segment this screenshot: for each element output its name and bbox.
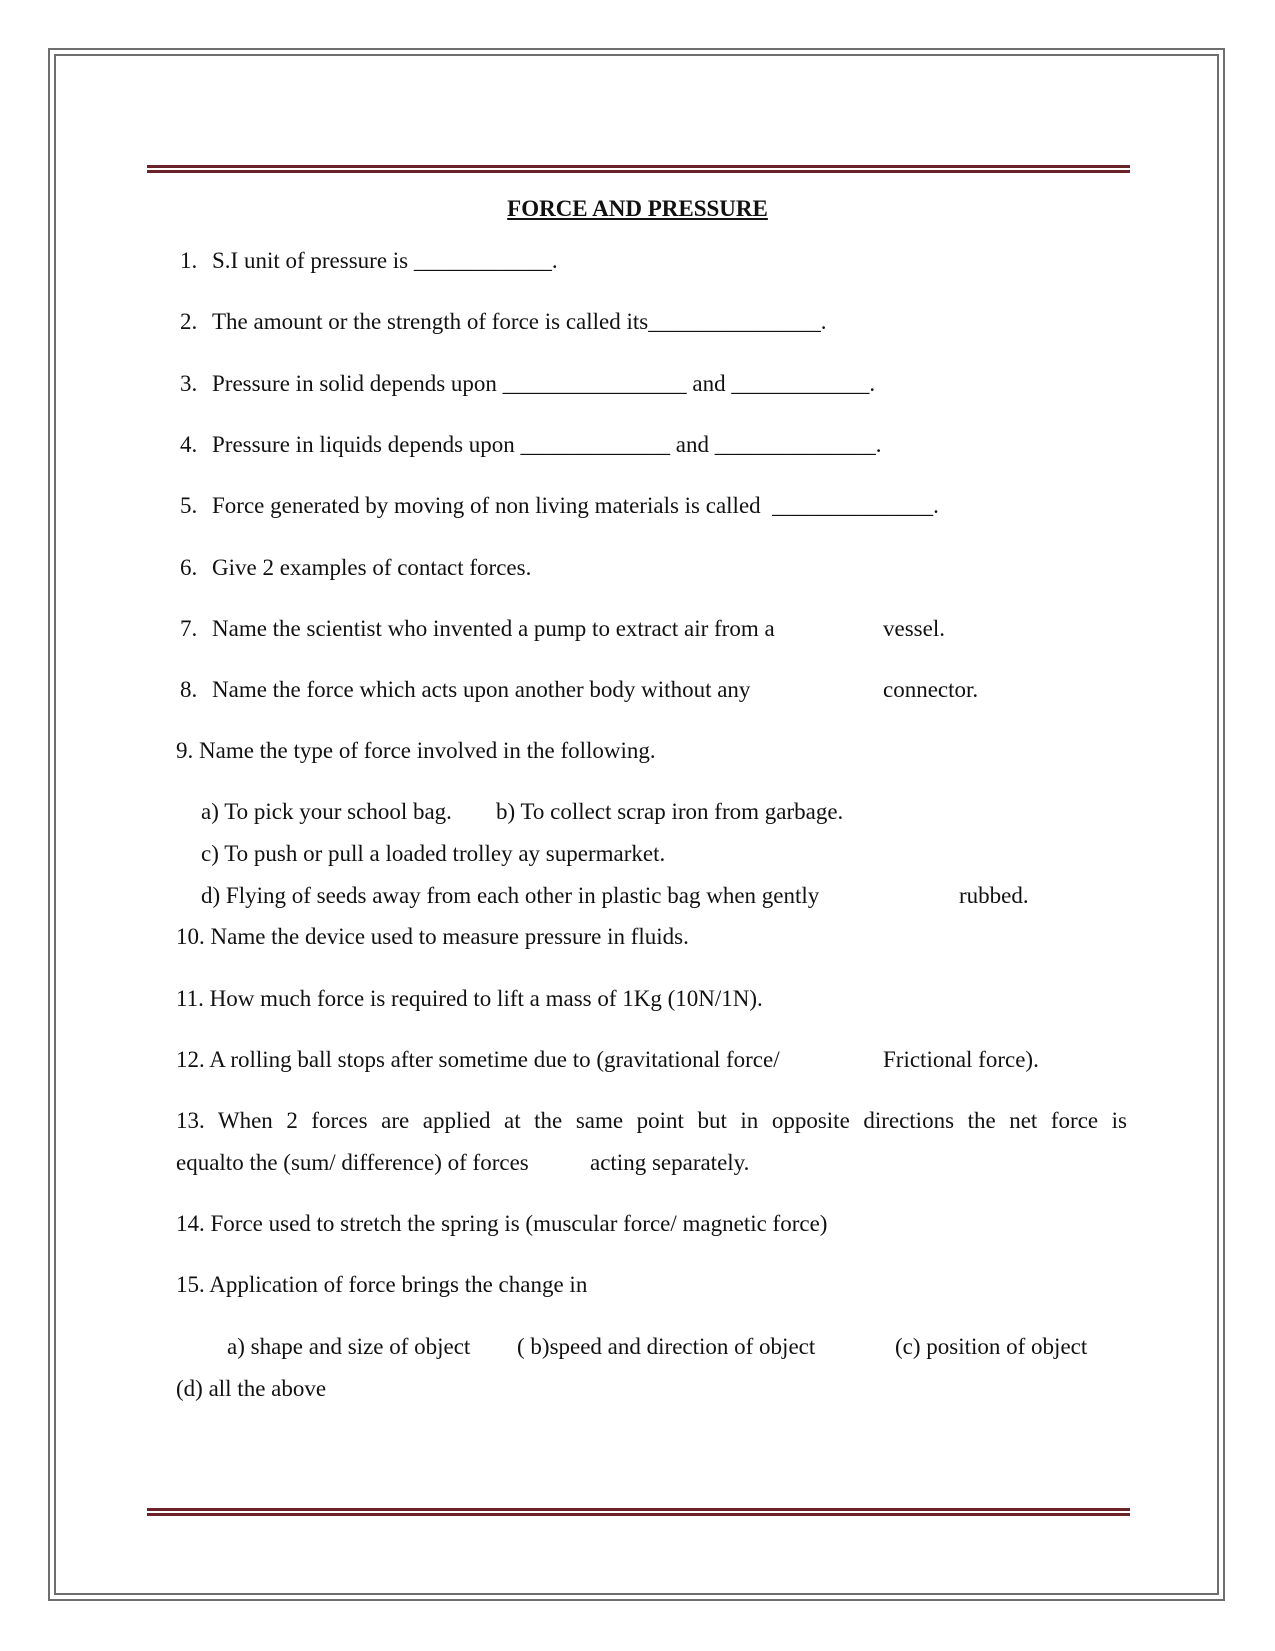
question-7-tail: vessel.	[883, 616, 945, 641]
question-text: S.I unit of pressure is ____________.	[212, 248, 558, 273]
question-number: 3.	[180, 371, 198, 396]
question-text: Give 2 examples of contact forces.	[212, 555, 532, 580]
question-14: 14. Force used to stretch the spring is (muscular force/ magnetic force)	[176, 1211, 828, 1236]
question-15: 15. Application of force brings the change in	[176, 1272, 588, 1297]
question-15-option-b: ( b)speed and direction of object	[517, 1334, 816, 1359]
question-13-line-1: 13. When 2 forces are applied at the same point but in opposite directions the net force is	[176, 1108, 1127, 1133]
question-number: 6.	[180, 555, 198, 580]
page-title	[0, 195, 1275, 223]
question-15-option-c: (c) position of object	[895, 1334, 1088, 1359]
question-8	[180, 676, 750, 704]
question-9-option-d: d) Flying of seeds away from each other in plastic bag when gently	[201, 883, 820, 908]
question-text: Pressure in liquids depends upon _____________ and ______________.	[212, 432, 882, 457]
question-6	[180, 554, 531, 582]
question-text: Force generated by moving of non living materials is called ______________.	[212, 493, 939, 518]
question-3	[180, 370, 875, 398]
question-2	[180, 308, 826, 336]
question-9-option-a: a) To pick your school bag.	[201, 799, 452, 824]
question-9-option-c: c) To push or pull a loaded trolley ay supermarket.	[201, 841, 666, 866]
question-text: The amount or the strength of force is called its_______________.	[212, 309, 827, 334]
question-9-option-d-tail: rubbed.	[959, 883, 1029, 908]
question-13-line-2: equalto the (sum/ difference) of forces	[176, 1150, 529, 1175]
question-15-option-d: (d) all the above	[176, 1376, 327, 1401]
question-11: 11. How much force is required to lift a mass of 1Kg (10N/1N).	[176, 986, 763, 1011]
question-number: 7.	[180, 616, 198, 641]
question-number: 1.	[180, 248, 198, 273]
question-number: 2.	[180, 309, 198, 334]
question-text: Pressure in solid depends upon ________________ and ____________.	[212, 371, 876, 396]
bottom-divider	[147, 1508, 1130, 1516]
question-12: 12. A rolling ball stops after sometime due to (gravitational force/	[176, 1047, 780, 1072]
question-4	[180, 431, 882, 459]
question-number: 4.	[180, 432, 198, 457]
question-10: 10. Name the device used to measure pressure in fluids.	[176, 924, 689, 949]
question-text: Name the scientist who invented a pump to extract air from a	[212, 616, 775, 641]
question-5	[180, 492, 939, 520]
question-8-tail: connector.	[883, 677, 979, 702]
question-13-line-2-tail: acting separately.	[590, 1150, 750, 1175]
question-text: Name the force which acts upon another body without any	[212, 677, 751, 702]
question-15-option-a: a) shape and size of object	[227, 1334, 471, 1359]
question-7	[180, 615, 775, 643]
question-12-tail: Frictional force).	[883, 1047, 1039, 1072]
question-1	[180, 247, 558, 275]
question-9: 9. Name the type of force involved in the following.	[176, 738, 656, 763]
question-number: 8.	[180, 677, 198, 702]
question-9-option-b: b) To collect scrap iron from garbage.	[496, 799, 844, 824]
title-text: FORCE AND PRESSURE	[507, 196, 768, 221]
question-number: 5.	[180, 493, 198, 518]
top-divider	[147, 165, 1130, 173]
